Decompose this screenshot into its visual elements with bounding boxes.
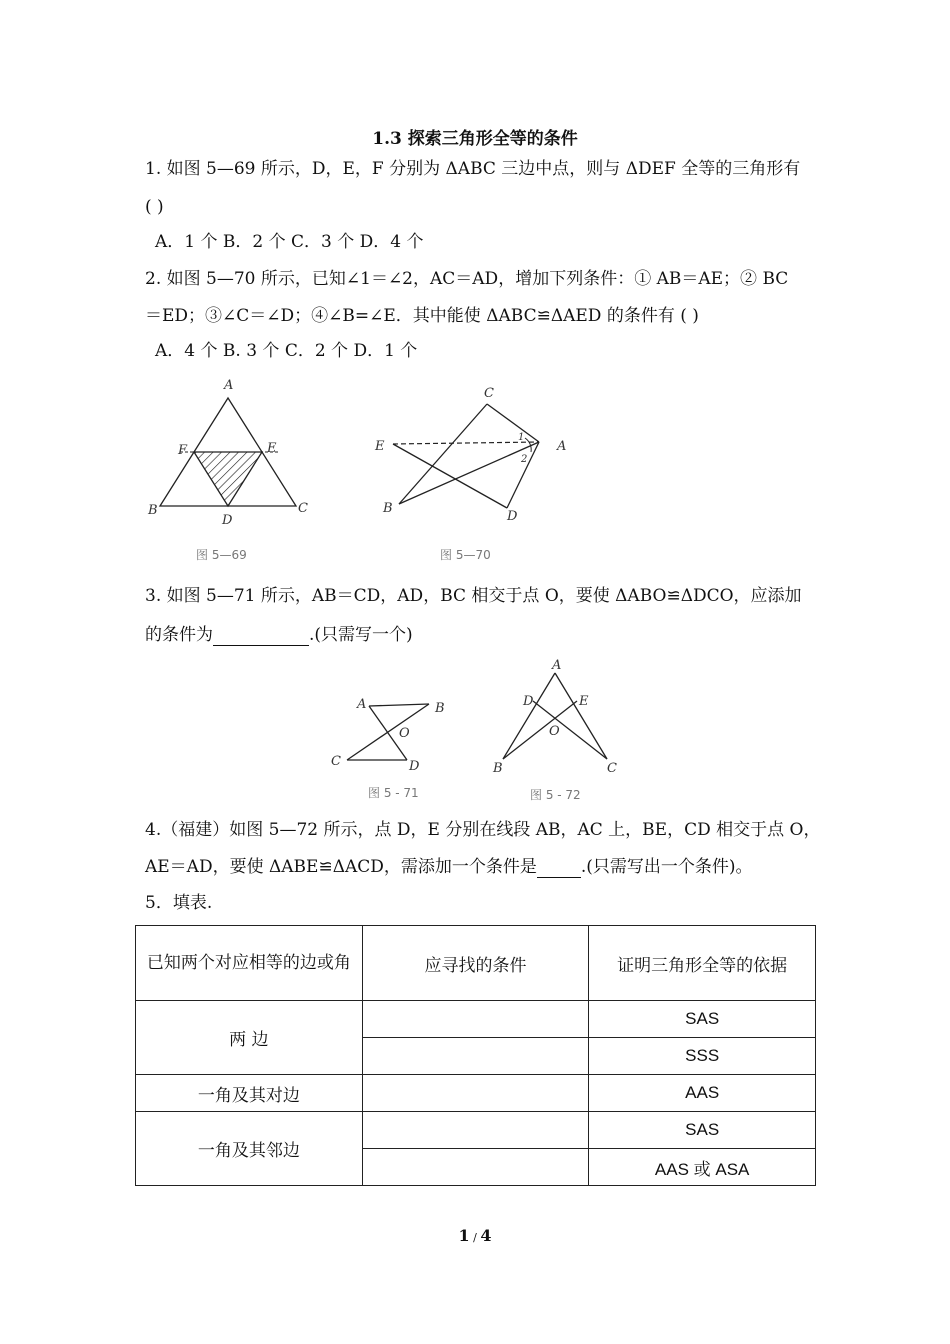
basis-cell: SSS — [589, 1038, 816, 1075]
q2-line1: 2. 如图 5—70 所示，已知∠1＝∠2，AC＝AD，增加下列条件：① AB＝AE；② BC — [145, 269, 789, 289]
fig69-label-d: D — [222, 513, 233, 528]
fig70-label-2: 2 — [521, 454, 528, 465]
q3-answer-blank[interactable] — [213, 627, 309, 646]
q4-line2-pre: AE＝AD，要使 ΔABE≌ΔACD，需添加一个条件是 — [145, 857, 537, 877]
basis-cell: SAS — [589, 1001, 816, 1038]
page-title: 1.3 探索三角形全等的条件 — [372, 129, 578, 149]
fig70-caption: 图 5—70 — [440, 548, 491, 562]
condition-cell[interactable] — [362, 1075, 589, 1112]
fig69-label-c: C — [298, 501, 308, 516]
page-number: 1 — [458, 1226, 470, 1245]
known-angle-adjacent-side: 一角及其邻边 — [136, 1112, 363, 1186]
fig71-label-b: B — [435, 701, 445, 716]
fig70-label-a: A — [557, 439, 567, 454]
table-row — [136, 1075, 816, 1112]
fig71-label-o: O — [399, 726, 410, 741]
fig70-label-d: D — [507, 509, 518, 524]
q1-line2: ( ) — [145, 197, 164, 217]
header-basis: 证明三角形全等的依据 — [589, 926, 816, 1001]
fig69-label-e: E — [267, 441, 277, 456]
fig69-label-f: F — [178, 443, 188, 458]
known-angle-opposite-side: 一角及其对边 — [136, 1075, 363, 1112]
q2-line2: ＝ED；③∠C＝∠D；④∠B=∠E．其中能使 ΔABC≌ΔAED 的条件有 ( ) — [145, 306, 699, 326]
fig71-label-a: A — [357, 697, 367, 712]
fig70-label-1: 1 — [518, 432, 525, 443]
page-total: 4 — [480, 1226, 492, 1245]
condition-cell[interactable] — [362, 1001, 589, 1038]
condition-cell[interactable] — [362, 1149, 589, 1186]
fig70-label-b: B — [383, 501, 393, 516]
q4-line1: 4.（福建）如图 5—72 所示，点 D，E 分别在线段 AB，AC 上，BE，CD 相交于点 O， — [145, 820, 821, 840]
q1-line1: 1. 如图 5—69 所示，D，E，F 分别为 ΔABC 三边中点，则与 ΔDEF 全等的三角形有 — [145, 159, 801, 179]
header-known: 已知两个对应相等的边或角 — [136, 926, 363, 1001]
fig72-label-a: A — [552, 658, 562, 673]
fig69-label-b: B — [148, 503, 158, 518]
fig71-label-d: D — [409, 759, 420, 774]
q3-line1: 3. 如图 5—71 所示，AB＝CD，AD，BC 相交于点 O，要使 ΔABO≌ΔDCO，应添加 — [145, 586, 802, 606]
q1-options: A．1 个 B．2 个 C．3 个 D．4 个 — [155, 232, 424, 252]
basis-cell: SAS — [589, 1112, 816, 1149]
fig71-label-c: C — [331, 754, 341, 769]
figure-5-71 — [325, 690, 465, 780]
known-two-sides: 两 边 — [136, 1001, 363, 1075]
q3-line2 — [145, 624, 413, 646]
figure-5-70 — [365, 380, 580, 550]
fig72-label-c: C — [607, 761, 617, 776]
figure-5-72 — [485, 655, 625, 780]
fig69-caption: 图 5—69 — [196, 548, 247, 562]
q4-line2 — [145, 856, 753, 878]
condition-cell[interactable] — [362, 1112, 589, 1149]
triangle-def — [194, 452, 262, 506]
q3-line2-pre: 的条件为 — [145, 625, 213, 645]
basis-cell: AAS 或 ASA — [589, 1149, 816, 1186]
table-row — [136, 1112, 816, 1149]
fig70-label-e: E — [375, 439, 385, 454]
q4-line2-post: .(只需写出一个条件)。 — [580, 857, 753, 877]
fig72-label-o: O — [549, 724, 560, 739]
page-footer: 1 / 4 — [458, 1226, 492, 1245]
q4-answer-blank[interactable] — [537, 859, 581, 878]
fig72-label-e: E — [579, 694, 589, 709]
table-row — [136, 1001, 816, 1038]
q3-line2-post: .(只需写一个) — [309, 625, 413, 645]
fig69-label-a: A — [224, 378, 234, 393]
basis-cell: AAS — [589, 1075, 816, 1112]
fig70-label-c: C — [484, 386, 494, 401]
q5-label: 5．填表. — [145, 893, 213, 913]
fig72-caption: 图 5 - 72 — [530, 788, 581, 802]
condition-cell[interactable] — [362, 1038, 589, 1075]
fig72-label-d: D — [523, 694, 534, 709]
q2-options: A．4 个 B. 3 个 C．2 个 D．1 个 — [155, 341, 418, 361]
fig71-caption: 图 5 - 71 — [368, 786, 419, 800]
header-condition: 应寻找的条件 — [362, 926, 589, 1001]
figure-5-69 — [140, 372, 320, 567]
fill-in-table — [135, 925, 816, 1186]
fig72-label-b: B — [493, 761, 503, 776]
table-header-row — [136, 926, 816, 1001]
